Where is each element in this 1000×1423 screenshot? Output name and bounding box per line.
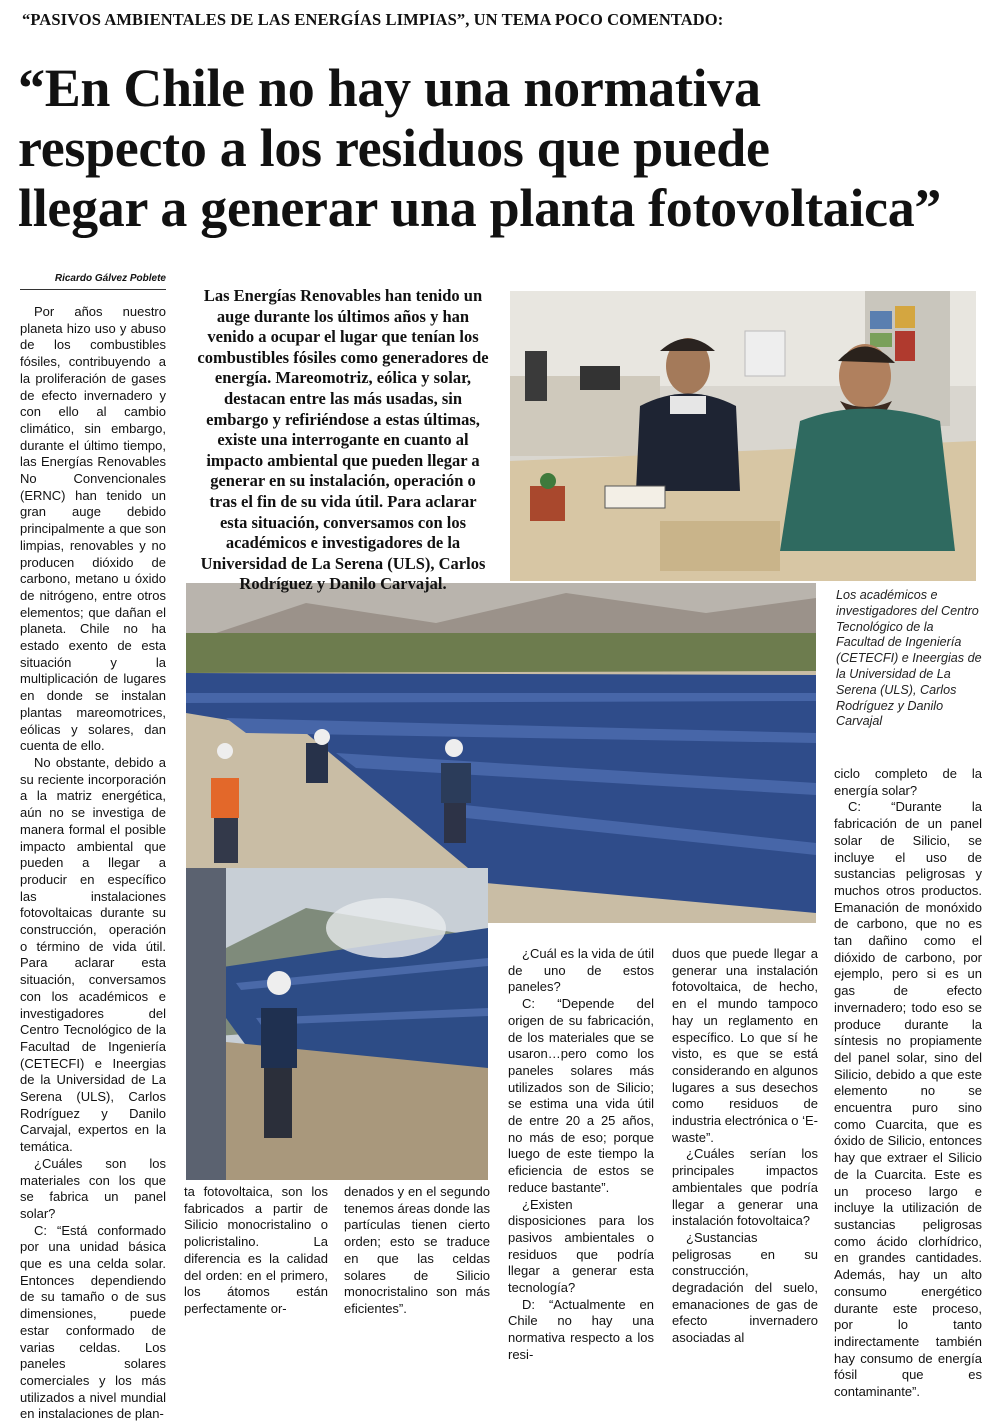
col1-answer-1: C: “Está conformado por una unidad básica que es una celda solar. Entonces dependiendo de su tamaño o de sus dimensiones, puede estar conformado de varias celdas. Los paneles solares comerciales y los más utilizados a nivel mundial en instalaciones de plan- bbox=[20, 1222, 166, 1422]
col6-question-end: ciclo completo de la energía solar? bbox=[834, 766, 982, 798]
section-kicker: “PASIVOS AMBIENTALES DE LAS ENERGÍAS LIMPIAS”, UN TEMA POCO COMENTADO: bbox=[22, 10, 724, 29]
col4-question-2: ¿Existen disposiciones para los pasivos ambientales o residuos que podría llegar a generar esta tecnología? bbox=[508, 1196, 654, 1296]
body-column-5 bbox=[672, 946, 818, 1347]
body-column-3 bbox=[344, 1184, 490, 1318]
lead-paragraph: Las Energías Renovables han tenido un auge durante los últimos años y han venido a ocupar el lugar que tenían los combustibles fósiles como generadores de energía. Mareomotriz, eólica y solar, destacan entre las más usadas, sin embargo y refiriéndose a estas últimas, existe una interrogante en cuanto al impacto ambiental que pueden llegar a generar en su instalación, operación o tras el fin de su vida útil. Para aclarar esta situación, conversamos con los académicos e investigadores de la Universidad de La Serena (ULS), Carlos Rodríguez y Danilo Carvajal. bbox=[197, 286, 489, 594]
interview-photo bbox=[510, 291, 976, 581]
worker-photo bbox=[186, 868, 488, 1180]
body-column-4 bbox=[508, 946, 654, 1364]
headline-line-2: respecto a los residuos que puede bbox=[18, 118, 770, 178]
headline-line-3: llegar a generar una planta fotovoltaica” bbox=[18, 178, 942, 238]
col4-answer-2: D: “Actualmente en Chile no hay una normativa respecto a los resi- bbox=[508, 1296, 654, 1362]
byline-rule bbox=[20, 289, 166, 290]
col4-question-1: ¿Cuál es la vida de útil de uno de estos paneles? bbox=[508, 946, 654, 995]
col5-paragraph-2: ¿Sustancias peligrosas en su construcción, degradación del suelo, emanaciones de gas de efecto invernadero asociadas al bbox=[672, 1229, 818, 1346]
col6-answer: C: “Durante la fabricación de un panel solar de Silicio, se incluye el uso de sustancias peligrosas y muchos otros productos. Emanación de monóxido de carbono, que no es tan dañino como el dióxido de carbono, por ejemplo, pero si es un gas de efecto invernadero; todo eso se produce durante la síntesis no propiamente del panel solar, sino del Silicio, debido a que este elemento no se encuentra puro sino como Cuarcita, que es óxido de Silicio, entonces hay que extraer el Silicio de la Cuarcita. Este es un proceso largo e incluye la utilización de sustancias peligrosas como ácido clorhídrico, en grandes cantidades. Además, hay un alto consumo energético durante este proceso, por lo tanto indirectamente también hay consumo de energía fósil que es contaminante”. bbox=[834, 799, 982, 1400]
body-column-1 bbox=[20, 304, 166, 1423]
body-column-2 bbox=[184, 1184, 328, 1318]
byline: Ricardo Gálvez Poblete bbox=[54, 273, 166, 284]
body-column-6 bbox=[834, 766, 982, 1401]
headline-line-1: “En Chile no hay una normativa bbox=[18, 58, 761, 118]
col5-question: ¿Cuáles serían los principales impactos ambientales que podría llegar a generar una instalación fotovoltaica? bbox=[672, 1146, 818, 1229]
col3-text: denados y en el segundo tenemos áreas donde las partículas tienen cierto orden; esto se traduce en que las celdas solares de Silicio monocristalino son más eficientes”. bbox=[344, 1184, 490, 1316]
col4-answer-1: C: “Depende del origen de su fabricación, de los materiales que se usaron…pero como los paneles solares más utilizados son de Silicio; se estima una vida útil de entre 20 a 25 años, no más de eso; porque luego de este tiempo la eficiencia de estos se reduce bastante”. bbox=[508, 996, 654, 1195]
col5-paragraph-1: duos que puede llegar a generar una instalación fotovoltaica, de hecho, en el mundo tampoco hay un reglamento en específico. Lo que sí he visto, es que se está considerando en algunos lugares a sus desechos como residuos de industria electrónica o ‘E-waste”. bbox=[672, 946, 818, 1145]
col1-paragraph-1: Por años nuestro planeta hizo uso y abuso de los combustibles fósiles, contribuyendo a la proliferación de gases de efecto invernadero y con ello al cambio climático, sin embargo, durante el último tiempo, las Energías Renovables No Convencionales (ERNC) han tenido un gran auge debido principalmente a que son limpias, renovables y no producen dióxido de carbono, metano u óxido de nitrógeno, entre otros elementos; que dañan el planeta. Chile no ha estado exento de esta situación y la multiplicación de lugares en donde se instalan plantas mareomotrices, eólicas y solares, dan cuenta de ello. bbox=[20, 304, 166, 754]
col1-question-1: ¿Cuáles son los materiales con los que se fabrica un panel solar? bbox=[20, 1155, 166, 1221]
col2-text: ta fotovoltaica, son los fabricados a partir de Silicio monocristalino o policristalino. La diferencia es la calidad del orden: en el primero, los átomos están perfectamente or- bbox=[184, 1184, 328, 1316]
headline bbox=[18, 58, 993, 238]
col1-paragraph-2: No obstante, debido a su reciente incorporación a la matriz energética, aún no se investiga de manera formal el posible impacto ambiental que pueden a llegar a producir en específico las instalaciones fotovoltaicas durante su construcción, operación o término de vida útil. Para aclarar esta situación, conversamos con los académicos e investigadores del Centro Tecnológico de la Facultad de Ingeniería (CETECFI) e Ineergias de la Universidad de La Serena (ULS), Carlos Rodríguez y Danilo Carvajal, expertos en la temática. bbox=[20, 754, 166, 1155]
office-illustration bbox=[510, 291, 976, 581]
photo-caption: Los académicos e investigadores del Centro Tecnológico de la Facultad de Ingeniería (CETECFI) e Ineergias de la Universidad de La Serena (ULS), Carlos Rodríguez y Danilo Carvajal bbox=[836, 588, 982, 729]
worker-illustration bbox=[186, 868, 488, 1180]
